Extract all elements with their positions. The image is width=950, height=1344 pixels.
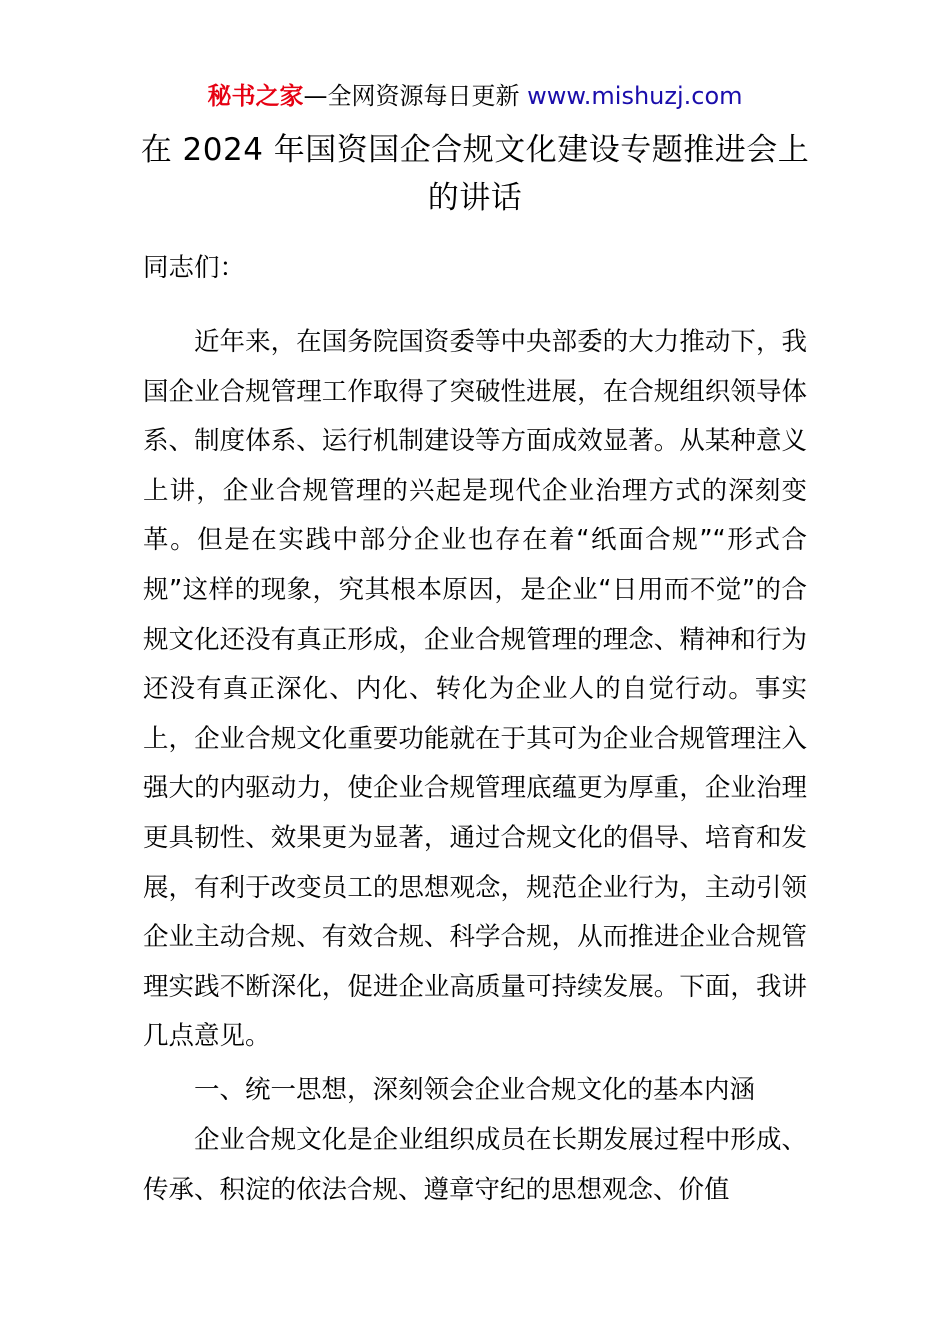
paragraph-section-1: 企业合规文化是企业组织成员在长期发展过程中形成、传承、积淀的依法合规、遵章守纪的思想观念、价值 — [143, 1125, 807, 1205]
salutation: 同志们： — [143, 253, 246, 283]
paragraph-intro: 近年来，在国务院国资委等中央部委的大力推动下，我国企业合规管理工作取得了突破性进展，在合规组织领导体系、制度体系、运行机制建设等方面成效显著。从某种意义上讲，企业合规管理的兴起是现代企业治理方式的深刻变革。但是在实践中部分企业也存在着“纸面合规”“形式合规”这样的现象，究其根本原因，是企业“日用而不觉”的合规文化还没有真正形成，企业合规管理的理念、精神和行为还没有真正深化、内化、转化为企业人的自觉行动。事实上，企业合规文化重要功能就在于其可为企业合规管理注入强大的内驱动力，使企业合规管理底蕴更为厚重，企业治理更具韧性、效果更为显著，通过合规文化的倡导、培育和发展，有利于改变员工的思想观念，规范企业行为，主动引领企业主动合规、有效合规、科学合规，从而推进企业合规管理实践不断深化，促进企业高质量可持续发展。下面，我讲几点意见。 — [143, 327, 807, 1052]
section-heading-1: 一、统一思想，深刻领会企业合规文化的基本内涵 — [194, 1075, 756, 1105]
site-url-link[interactable]: www.mishuzj.com — [527, 82, 743, 110]
site-header — [0, 80, 950, 112]
document-title: 在 2024 年国资国企合规文化建设专题推进会上的讲话 — [140, 132, 810, 216]
site-tagline: —全网资源每日更新 — [303, 82, 528, 110]
site-brand: 秘书之家 — [207, 82, 304, 110]
